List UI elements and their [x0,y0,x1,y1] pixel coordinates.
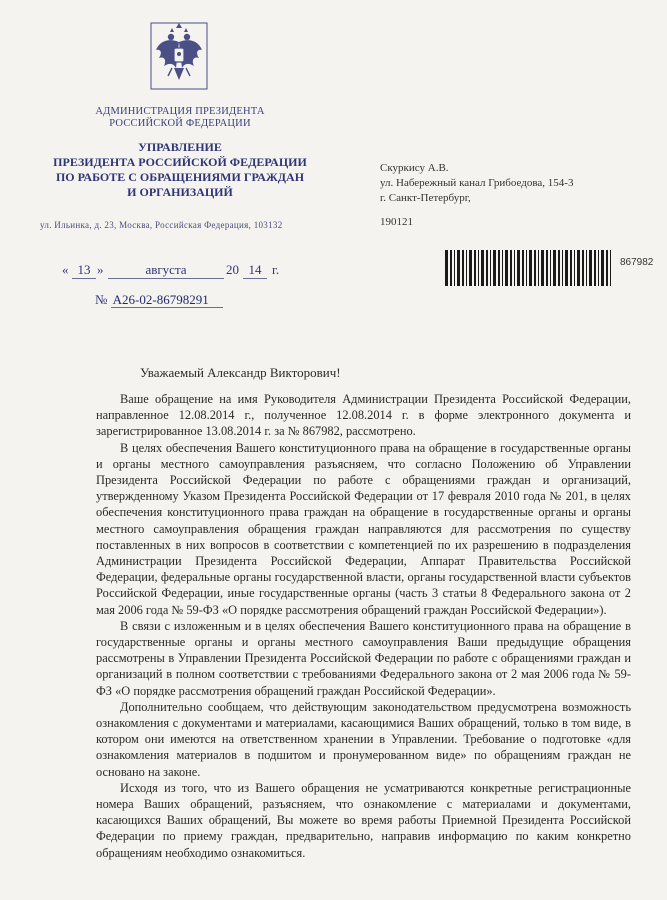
department-title [40,140,320,200]
document-number-value: А26-02-86798291 [111,292,223,308]
recipient-street: ул. Набережный канал Грибоедова, 154-3 [380,177,574,189]
paragraph-4: Дополнительно сообщаем, что действующим законодательством предусмотрена возможность ознакомления с документами и материалами, касающимися Ваших обращений, только в том виде, в котором они имеются на ответственном хранении в Управлении. Требование о подготовке «для ознакомления материалов в подшитом и пронумерованном виде» по обращениям граждан не основано на законе. [96,699,631,779]
barcode-label: 867982 [620,257,654,268]
department-line-1: УПРАВЛЕНИЕ [138,140,222,154]
document-number-prefix: № [95,292,108,307]
date-close-quote: » [97,262,104,277]
barcode [445,250,615,286]
date-open-quote: « [62,262,69,277]
letter-body [96,391,631,861]
salutation: Уважаемый Александр Викторович! [140,365,341,380]
recipient-zip: 190121 [380,216,413,228]
org-line-1: АДМИНИСТРАЦИЯ ПРЕЗИДЕНТА [95,106,265,117]
recipient-block [380,161,650,230]
department-line-4: И ОРГАНИЗАЦИЙ [127,185,233,199]
paragraph-5: Исходя из того, что из Вашего обращения не усматриваются конкретные регистрационные номера Ваших обращений, разъясняем, что ознакомление с материалами и документами, касающихся Ваших обращений, Вы можете во время работы Приемной Президента Российской Федерации по приему граждан, предварительно, направив информацию по каким конкретно обращениям необходимо ознакомиться. [96,780,631,860]
recipient-name: Скуркису А.В. [380,162,449,174]
date-day: 13 [72,262,96,279]
recipient-city: г. Санкт-Петербург, [380,192,471,204]
department-line-3: ПО РАБОТЕ С ОБРАЩЕНИЯМИ ГРАЖДАН [55,170,305,184]
date-year-prefix: 20 [226,262,239,277]
paragraph-3: В связи с изложенным и в целях обеспечения Вашего конституционного права на обращение в государственные органы и органы местного самоуправления Ваши предыдущие обращения рассмотрены в Управлении Президента Российской Федерации по работе с обращениями граждан и организаций в полном соответствии с требованиями Федерального закона от 2 мая 2006 года № 59-ФЗ «О порядке рассмотрения обращений граждан Российской Федерации». [96,618,631,698]
date-year-mark: г. [272,262,280,277]
org-line-2: РОССИЙСКОЙ ФЕДЕРАЦИИ [109,118,251,129]
organization-header [60,106,300,130]
date-month: августа [108,262,224,279]
organization-address: ул. Ильинка, д. 23, Москва, Российская Федерация, 103132 [40,220,283,230]
document-number [95,292,255,310]
paragraph-2: В целях обеспечения Вашего конституционного права на обращение в государственные органы и органы местного самоуправления разъясняем, что согласно Положению об Управлении Президента Российской Федерации по работе с обращениями граждан и организаций, утвержденному Указом Президента Российской Федерации от 17 февраля 2010 года № 201, в целях обеспечения конституционного права граждан на обращение в государственные органы и органы местного самоуправления обращения граждан направляются для рассмотрения по существу поставленных в них вопросов в соответствии с компетенцией по их разрешению в подразделения Администрации Президента Российской Федерации, Аппарат Правительства Российской Федерации, федеральные органы государственной власти, органы государственной власти субъектов Российской Федерации, иные государственные органы (часть 3 статьи 8 Федерального закона от 2 мая 2006 года № 59-ФЗ «О порядке рассмотрения обращений граждан Российской Федерации»). [96,440,631,617]
date-year-suffix: 14 [243,262,267,279]
document-date [62,262,302,280]
paragraph-1: Ваше обращение на имя Руководителя Администрации Президента Российской Федерации, направленное 12.08.2014 г., полученное 12.08.2014 г. в форме электронного документа и зарегистрированное 13.08.2014 г. за № 867982, рассмотрено. [96,392,631,439]
double-headed-eagle-emblem-icon [150,22,208,90]
department-line-2: ПРЕЗИДЕНТА РОССИЙСКОЙ ФЕДЕРАЦИИ [53,155,307,169]
